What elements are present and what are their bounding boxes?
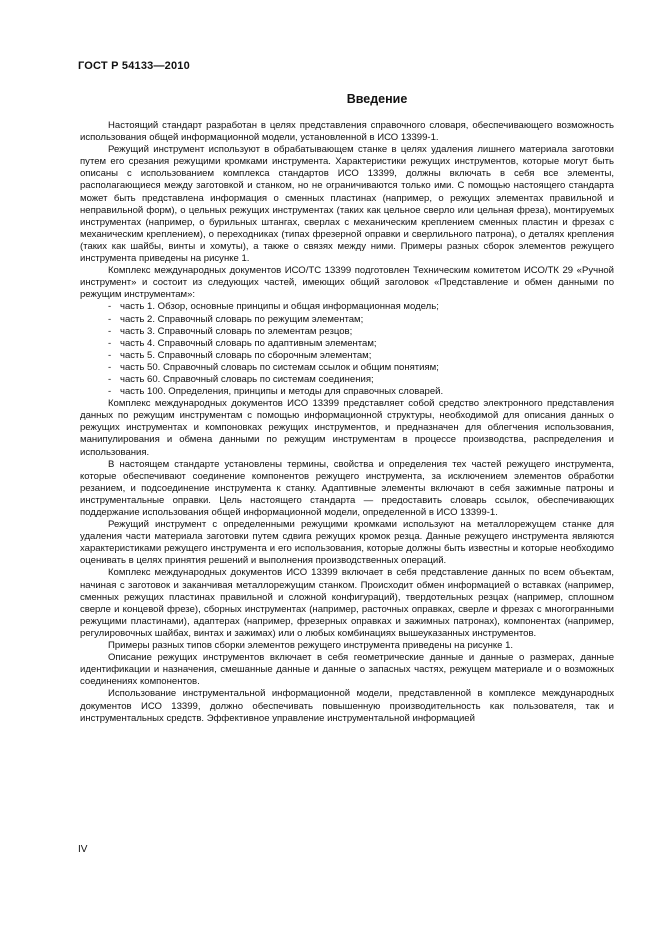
- paragraph: Комплекс международных документов ИСО 13399 включает в себя представление данных по всем объектам, начиная с заготовок и заканчивая металлорежущим станком. Происходит обмен информацией о вставках (например, сменных режущих пластинах правильной и сложной конфигураций), твердотельных резцах (например, сплошном сверле и концевой фрезе), сборных инструментах (например, расточных оправках, сверле и фрезах с многогранными режущими пластинами), адаптерах (например, фрезерных оправках и зажимных патронах), компонентах (например, регулировочных шайбах, винтах и зажимах) или о любых комбинациях вышеуказанных инструментов.: [80, 567, 614, 639]
- list-item-text: часть 4. Справочный словарь по адаптивным элементам;: [120, 337, 377, 349]
- list-item-text: часть 50. Справочный словарь по системам ссылок и общим понятиям;: [120, 361, 439, 373]
- list-item: [80, 386, 614, 398]
- list-marker: -: [108, 301, 112, 313]
- paragraph: Примеры разных типов сборки элементов режущего инструмента приведены на рисунке 1.: [108, 640, 514, 652]
- list-marker: -: [108, 325, 112, 337]
- list-marker: -: [108, 361, 112, 373]
- list-item: [80, 301, 614, 313]
- section-title: Введение: [346, 92, 408, 106]
- list-item-text: часть 60. Справочный словарь по системам соединения;: [120, 373, 374, 385]
- list-item-text: часть 3. Справочный словарь по элементам резцов;: [120, 325, 353, 337]
- page-number: IV: [78, 844, 88, 855]
- list-marker: -: [108, 386, 112, 398]
- list-item-text: часть 1. Обзор, основные принципы и общая информационная модель;: [120, 301, 439, 313]
- list-item-text: часть 5. Справочный словарь по сборочным элементам;: [120, 349, 372, 361]
- paragraph: Режущий инструмент используют в обрабатывающем станке в целях удаления лишнего материала заготовки путем его срезания режущими кромками инструмента. Характеристики режущих инструментов, которые могут быть описаны с использованием комплекса стандартов ИСО 13399, должны включать в себя все элементы, располагающиеся между заготовкой и станком, но не ограничиваются только ими. С помощью настоящего стандарта может быть представлена информация о сменных пластинах (например, о режущих элементах правильной и неправильной форм), о цельных режущих инструментах (таких как цельное сверло или цельная фреза), монтируемых инструментах (например, о бурильных штангах, сверлах с механическим креплением сменных пластин и фрезах с механическим креплением), о переходниках (типах фрезерной оправки и сверлильного патрона), о деталях крепления (таких как шайбы, винты и хомуты), а также о связях между ними. Примеры разных сборок элементов режущего инструмента приведены на рисунке 1.: [80, 144, 614, 265]
- list-marker: -: [108, 373, 112, 385]
- list-item-text: часть 2. Справочный словарь по режущим элементам;: [120, 313, 364, 325]
- list-marker: -: [108, 349, 112, 361]
- document-body: [80, 92, 614, 725]
- paragraph: Описание режущих инструментов включает в себя геометрические данные и данные о размерах, данные идентификации и назначения, смешанные данные и данные о запасных частях, режущем материале и о возможных соединениях компонентов.: [80, 652, 614, 688]
- document-header: ГОСТ Р 54133—2010: [78, 60, 190, 72]
- list-marker: -: [108, 337, 112, 349]
- list-item: [80, 326, 614, 338]
- list-item: [80, 338, 614, 350]
- list-item: [80, 314, 614, 326]
- list-item-text: часть 100. Определения, принципы и методы для справочных словарей.: [120, 386, 444, 398]
- list-item: [80, 362, 614, 374]
- list-item: [80, 374, 614, 386]
- paragraph: Использование инструментальной информационной модели, представленной в комплексе международных документов ИСО 13399, должно обеспечивать повышенную производительность как пользователя, так и инструментальных средств. Эффективное управление инструментальной информацией: [80, 688, 614, 724]
- paragraph: Настоящий стандарт разработан в целях представления справочного словаря, обеспечивающего возможность использования общей информационной модели, установленной в ИСО 13399-1.: [80, 120, 614, 144]
- list-item: [80, 350, 614, 362]
- paragraph: В настоящем стандарте установлены термины, свойства и определения тех частей режущего инструмента, которые обеспечивают соединение компонентов режущего инструмента, за исключением элементов обработки резанием, и подсоединение инструмента к станку. Адаптивные элементы включают в себя зажимные патроны и инструментальные оправки. Цель настоящего стандарта — предоставить словарь ссылок, обеспечивающих поддержание использования общей информационной модели, определенной в ИСО 13399-1.: [80, 458, 614, 518]
- list-marker: -: [108, 313, 112, 325]
- paragraph: Режущий инструмент с определенными режущими кромками используют на металлорежущем станке для удаления части материала заготовки путем сдвига режущих кромок резца. Данные режущего инструмента являются характеристиками режущего инструмента и его использования, которые должны быть известны и которые необходимо оценивать в целях принятия решений и выполнения производственных операций.: [80, 519, 614, 567]
- paragraph: Комплекс международных документов ИСО/ТС 13399 подготовлен Техническим комитетом ИСО/ТК 29 «Ручной инструмент» и состоит из следующих частей, имеющих общий заголовок «Представление и обмен данными по режущим инструментам»:: [80, 265, 614, 301]
- paragraph: Комплекс международных документов ИСО 13399 представляет собой средство электронного представления данных по режущим инструментам с помощью информационной структуры, необходимой для описания данных о режущих инструментах и компоновках режущих инструментов, и предназначен для облегчения использования, манипулирования и обмена данными по режущим инструментам в процессе производства, распределения и использования.: [80, 398, 614, 458]
- parts-list: [80, 301, 614, 398]
